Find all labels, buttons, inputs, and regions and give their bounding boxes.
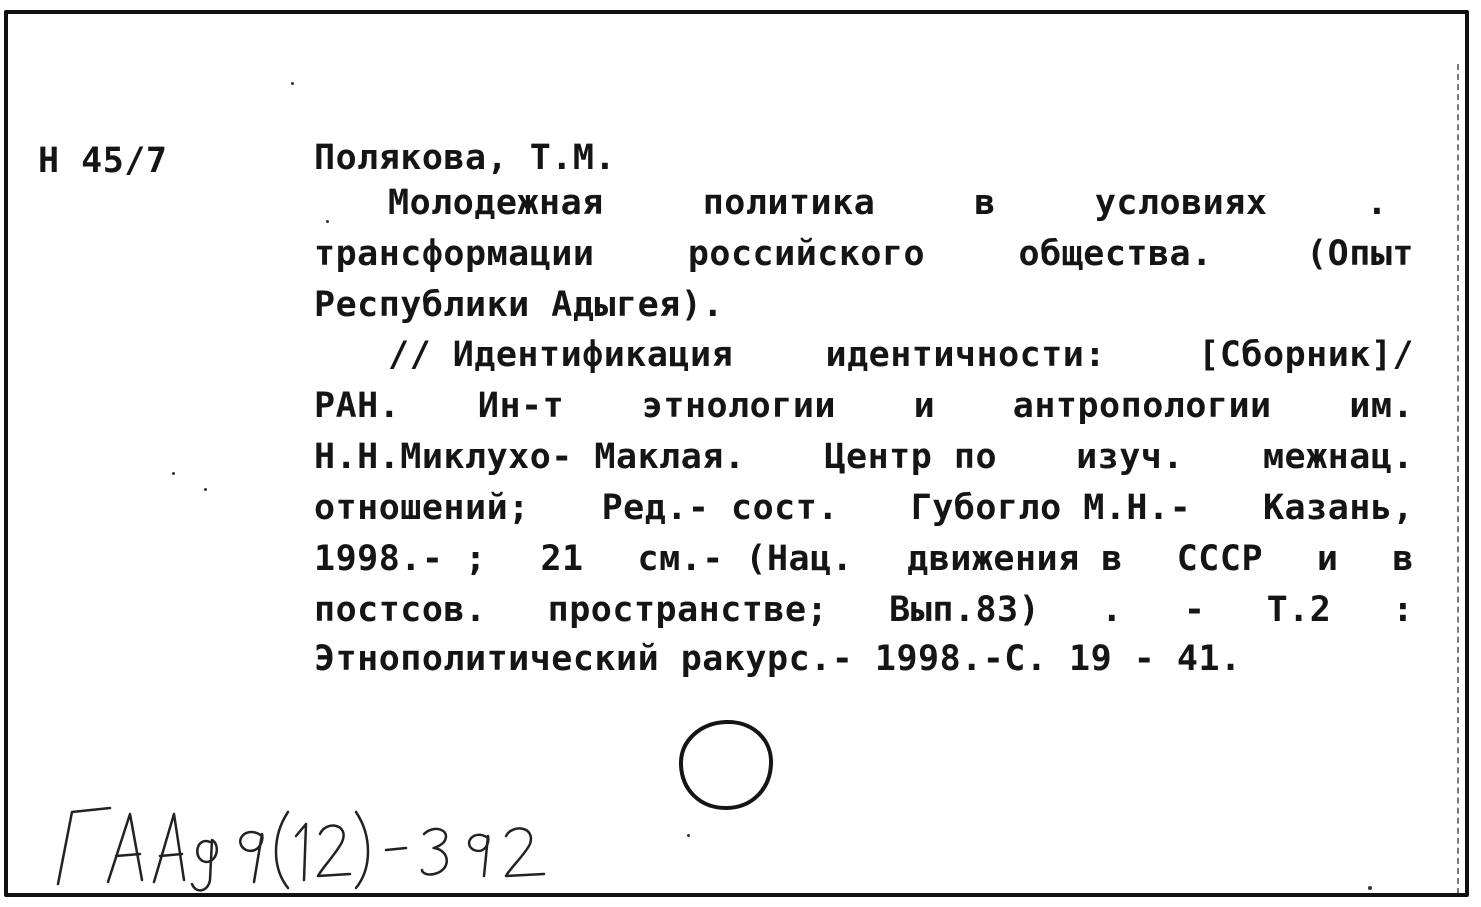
word: Т.2 (1266, 590, 1332, 630)
word: Казань, (1262, 488, 1414, 528)
word: этнологии (641, 386, 836, 426)
text-line-5 (314, 383, 1414, 429)
text-line-1 (388, 180, 1388, 226)
word: 21 (540, 539, 584, 579)
text-line-7 (314, 485, 1414, 531)
word: РАН. (314, 386, 401, 426)
word: им. (1349, 386, 1414, 426)
perforation-edge (1457, 64, 1459, 894)
word: 1998.- ; (314, 539, 487, 579)
word: // Идентификация (388, 335, 734, 375)
catalog-card (4, 10, 1469, 897)
word: антропологии (1012, 386, 1272, 426)
word: (Опыт (1306, 234, 1414, 274)
word: межнац. (1262, 437, 1414, 477)
word: идентичности: (825, 335, 1106, 375)
word: Центр по (824, 437, 998, 477)
word: см.- (Нац. (637, 539, 854, 579)
word: Н.Н.Миклухо- Маклая. (314, 437, 746, 477)
word: движения в (907, 539, 1123, 579)
scan-speck (172, 472, 175, 475)
word: : (1392, 590, 1414, 630)
word: постсов. (314, 590, 487, 630)
scan-speck (204, 488, 207, 491)
shelfmark: Н 45/7 (38, 141, 168, 181)
word: и (913, 386, 936, 426)
word: [Сборник]/ (1198, 335, 1414, 375)
word: изуч. (1076, 437, 1184, 477)
word: Вып.83) (889, 590, 1041, 630)
text-line-4 (388, 332, 1414, 378)
word: условиях (1094, 183, 1268, 223)
scan-speck (687, 834, 690, 837)
word: . (1101, 590, 1123, 630)
word: и (1316, 539, 1339, 579)
scan-speck (291, 82, 294, 85)
text-line-10: Этнополитический ракурс.- 1998.-С. 19 - 41. (314, 639, 1242, 679)
word: общества. (1018, 234, 1213, 274)
scan-speck (1368, 886, 1372, 890)
word: пространстве; (547, 590, 829, 630)
word: Ин-т (477, 386, 565, 426)
word: . (1366, 183, 1388, 223)
scan-speck (326, 220, 329, 223)
word: СССР (1176, 539, 1264, 579)
word: политика (702, 183, 876, 223)
text-line-3: Республики Адыгея). (314, 285, 724, 325)
word: Молодежная (388, 183, 604, 223)
word: отношений; (314, 488, 530, 528)
text-line-2 (314, 231, 1414, 277)
word: в (974, 183, 996, 223)
author-line: Полякова, Т.М. (314, 138, 617, 178)
hole-circle-mark (676, 717, 776, 813)
word: - (1183, 590, 1206, 630)
text-line-8 (314, 536, 1414, 582)
text-line-9 (314, 587, 1414, 633)
word: Губогло М.Н.- (910, 488, 1192, 528)
handwritten-code (50, 784, 570, 897)
word: Ред.- сост. (601, 488, 839, 528)
word: трансформации (314, 234, 595, 274)
word: российского (687, 234, 926, 274)
text-line-6 (314, 434, 1414, 480)
word: в (1392, 539, 1414, 579)
